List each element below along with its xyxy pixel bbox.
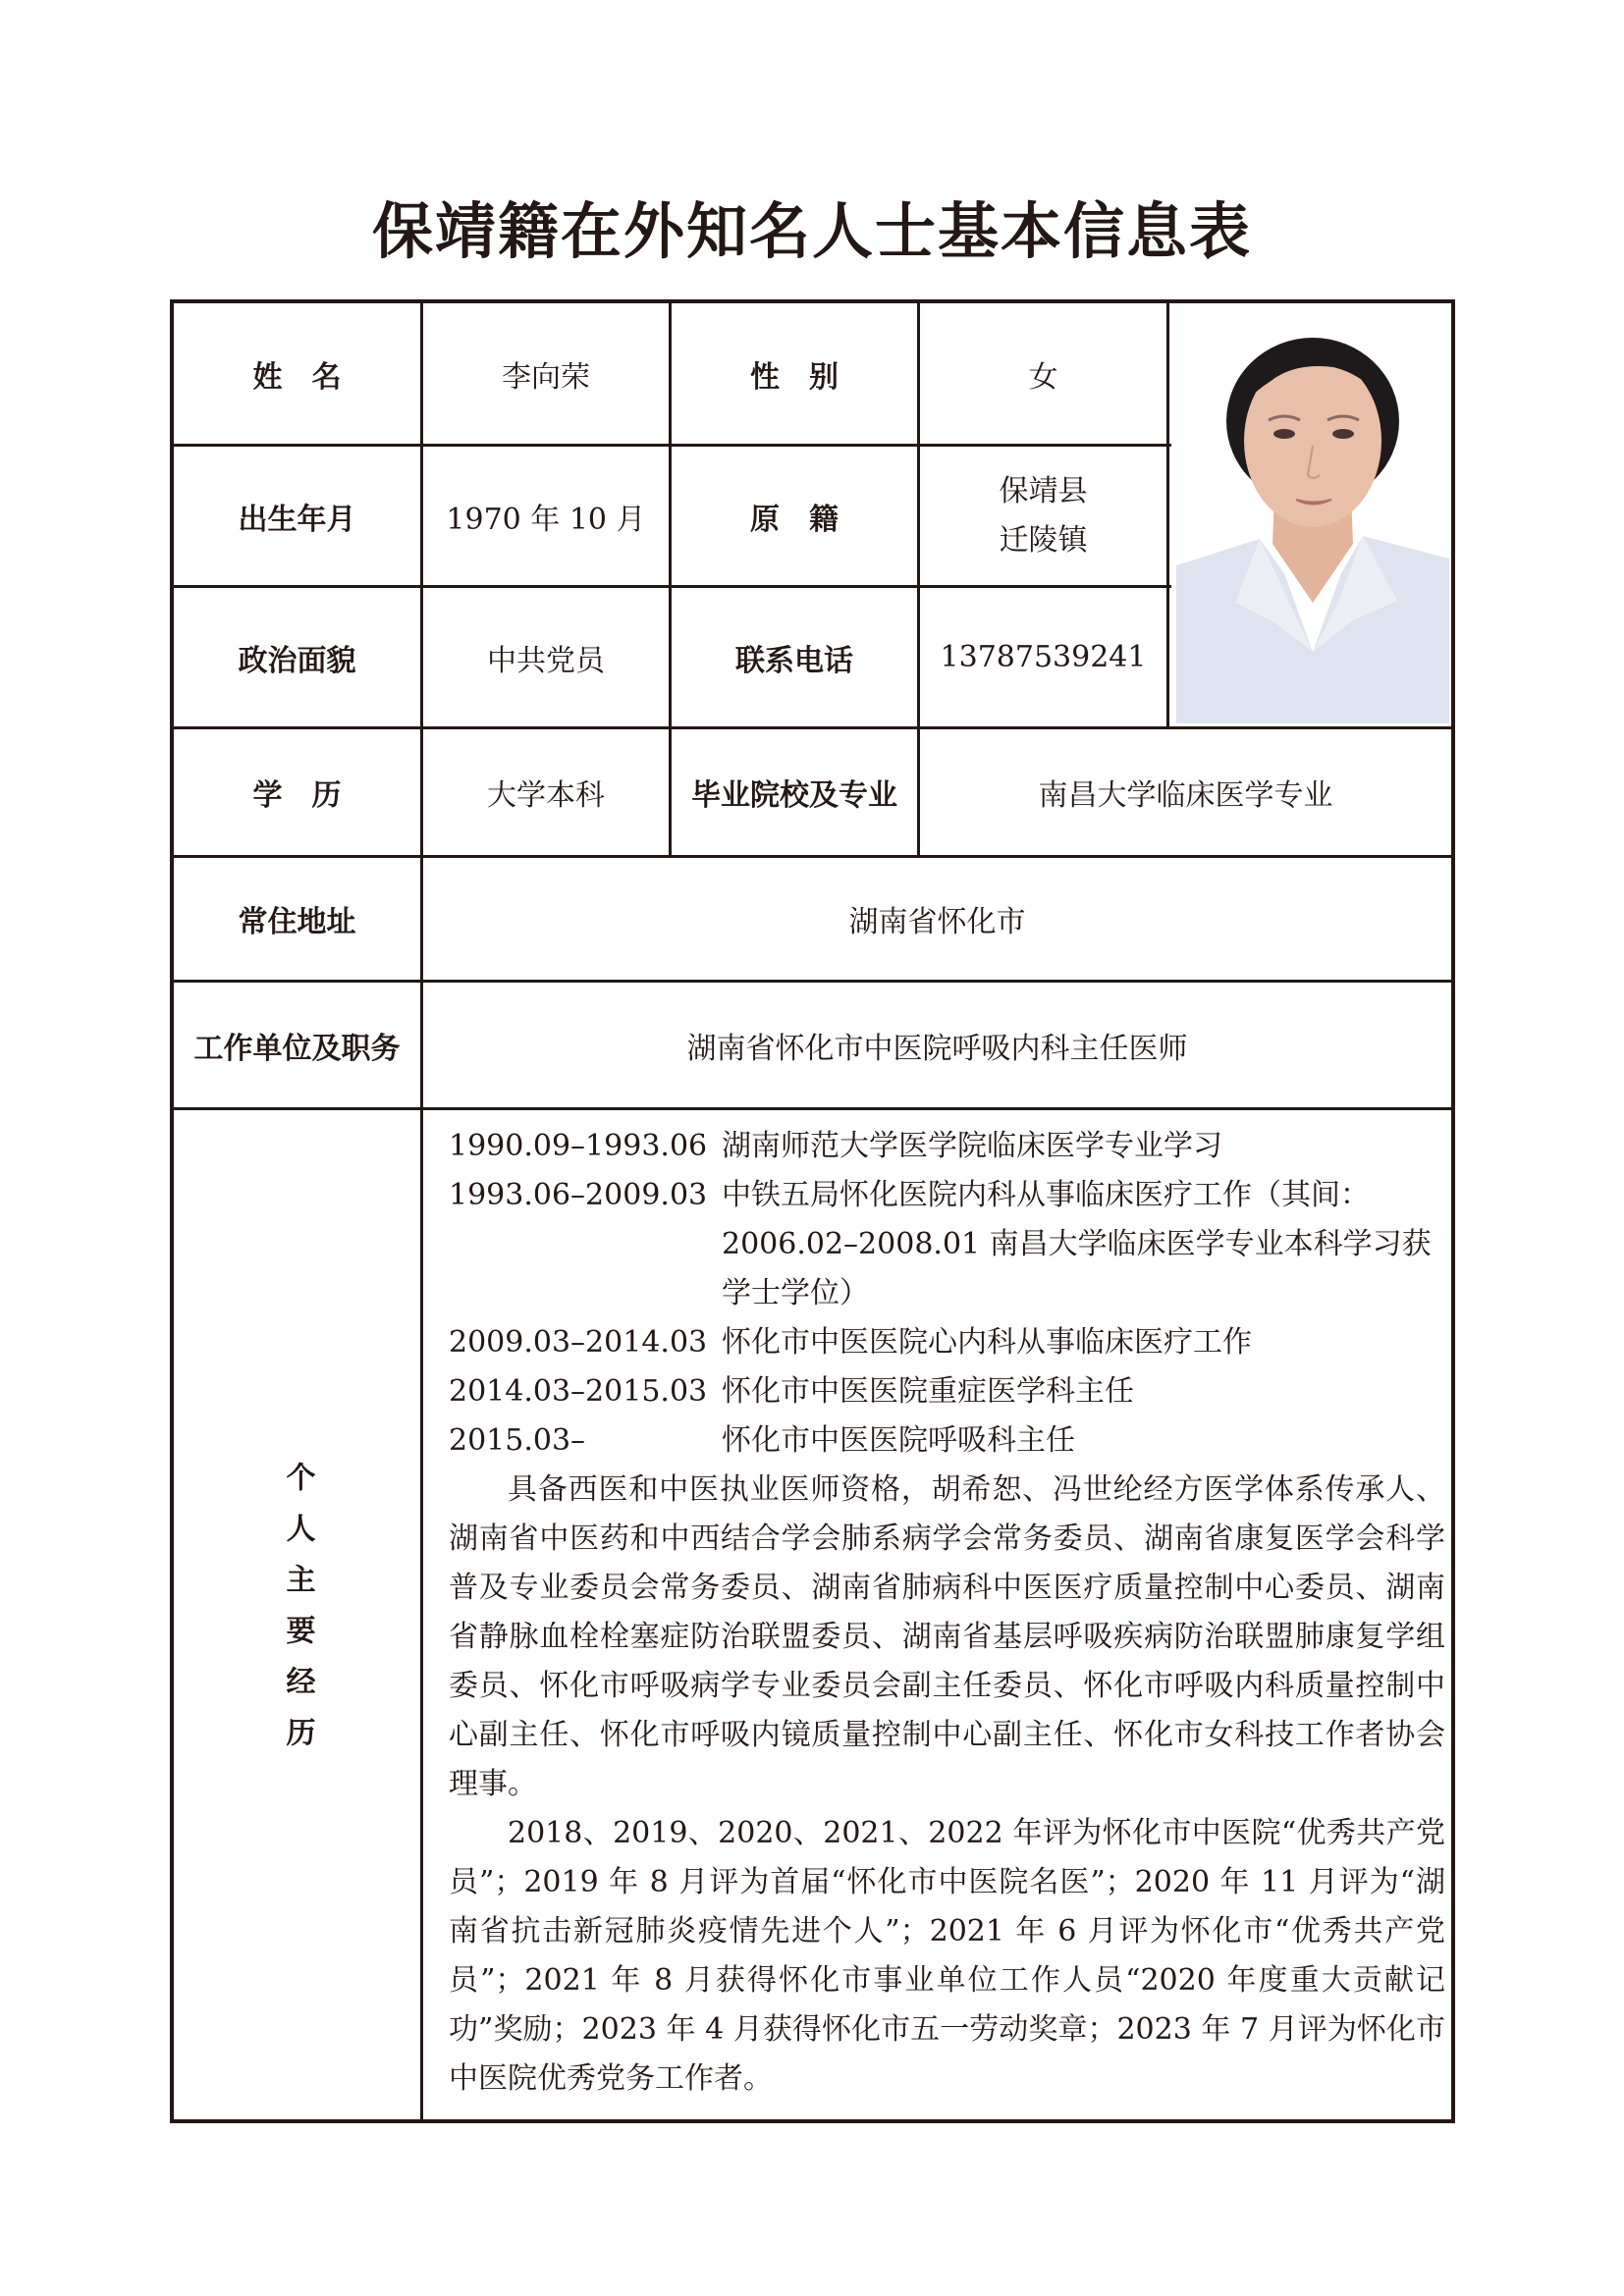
timeline-item bbox=[449, 1416, 1445, 1466]
timeline-date: 1993.06–2009.03 bbox=[449, 1178, 708, 1212]
name-value: 李向荣 bbox=[502, 359, 590, 395]
birth-label: 出生年月 bbox=[238, 502, 356, 537]
timeline-text: 中铁五局怀化医院内科从事临床医疗工作（其间：2006.02–2008.01 南昌大学临床医学专业本科学习获学士学位） bbox=[722, 1178, 1432, 1310]
phone-label: 联系电话 bbox=[735, 643, 853, 678]
education-label: 学 历 bbox=[252, 778, 342, 813]
page-title: 保靖籍在外知名人士基本信息表 bbox=[371, 195, 1252, 267]
politics-value: 中共党员 bbox=[487, 643, 605, 678]
honors-paragraph: 2018、2019、2020、2021、2022 年评为怀化市中医院“优秀共产党员”；2019 年 8 月评为首届“怀化市中医院名医”；2020 年 11 月评为“湖南省抗击新冠肺炎疫情先进个人”；2021 年 6 月评为怀化市“优秀共产党员”；2021 年 8 月获得怀化市事业单位工作人员“2020 年度重大贡献记功”奖励；2023 年 4 月获得怀化市五一劳动奖章；2023 年 7 月评为怀化市中医院优秀党务工作者。 bbox=[449, 1816, 1445, 2096]
gender-value: 女 bbox=[1028, 359, 1058, 395]
origin-label: 原 籍 bbox=[750, 502, 839, 537]
timeline-text: 怀化市中医医院呼吸科主任 bbox=[722, 1423, 1075, 1458]
timeline-text: 怀化市中医医院心内科从事临床医疗工作 bbox=[722, 1325, 1252, 1360]
timeline-item bbox=[449, 1318, 1445, 1367]
timeline-item bbox=[449, 1122, 1445, 1171]
education-value: 大学本科 bbox=[487, 778, 605, 813]
address-label: 常住地址 bbox=[238, 905, 356, 939]
birth-value: 1970 年 10 月 bbox=[446, 502, 646, 537]
info-table bbox=[170, 299, 1455, 2123]
qualifications-paragraph: 具备西医和中医执业医师资格，胡希恕、冯世纶经方医学体系传承人、湖南省中医药和中西结合学会肺系病学会常务委员、湖南省康复医学会科学普及专业委员会常务委员、湖南省肺病科中医医疗质量控制中心委员、湖南省静脉血栓栓塞症防治联盟委员、湖南省基层呼吸疾病防治联盟肺康复学组委员、怀化市呼吸病学专业委员会副主任委员、怀化市呼吸内科质量控制中心副主任、怀化市呼吸内镜质量控制中心副主任、怀化市女科技工作者协会理事。 bbox=[449, 1472, 1445, 1801]
timeline-item bbox=[449, 1171, 1445, 1318]
origin-value bbox=[920, 447, 1166, 585]
work-value: 湖南省怀化市中医院呼吸内科主任医师 bbox=[686, 1031, 1188, 1066]
name-label: 姓 名 bbox=[252, 359, 342, 395]
timeline-date: 1990.09–1993.06 bbox=[449, 1129, 708, 1163]
gender-label: 性 别 bbox=[750, 359, 839, 395]
timeline-text: 怀化市中医医院重症医学科主任 bbox=[722, 1374, 1134, 1409]
address-value: 湖南省怀化市 bbox=[848, 905, 1026, 939]
origin-line-2: 迁陵镇 bbox=[999, 522, 1088, 558]
timeline-date: 2014.03–2015.03 bbox=[449, 1374, 708, 1409]
portrait-image-icon bbox=[1176, 308, 1449, 723]
politics-label: 政治面貌 bbox=[238, 643, 356, 678]
school-value: 南昌大学临床医学专业 bbox=[1038, 778, 1333, 813]
timeline-date: 2009.03–2014.03 bbox=[449, 1325, 708, 1360]
origin-line-1: 保靖县 bbox=[999, 473, 1088, 508]
experience-content bbox=[449, 1122, 1445, 2104]
timeline-text: 湖南师范大学医学院临床医学专业学习 bbox=[722, 1129, 1222, 1163]
school-label: 毕业院校及专业 bbox=[691, 778, 897, 813]
timeline-item bbox=[449, 1367, 1445, 1416]
timeline-date: 2015.03– bbox=[449, 1423, 586, 1458]
portrait-photo bbox=[1176, 308, 1449, 723]
work-label: 工作单位及职务 bbox=[193, 1031, 401, 1066]
col-divider bbox=[1166, 303, 1169, 726]
phone-value: 13787539241 bbox=[940, 640, 1147, 674]
experience-label: 个人主要经历 bbox=[280, 1462, 315, 1768]
